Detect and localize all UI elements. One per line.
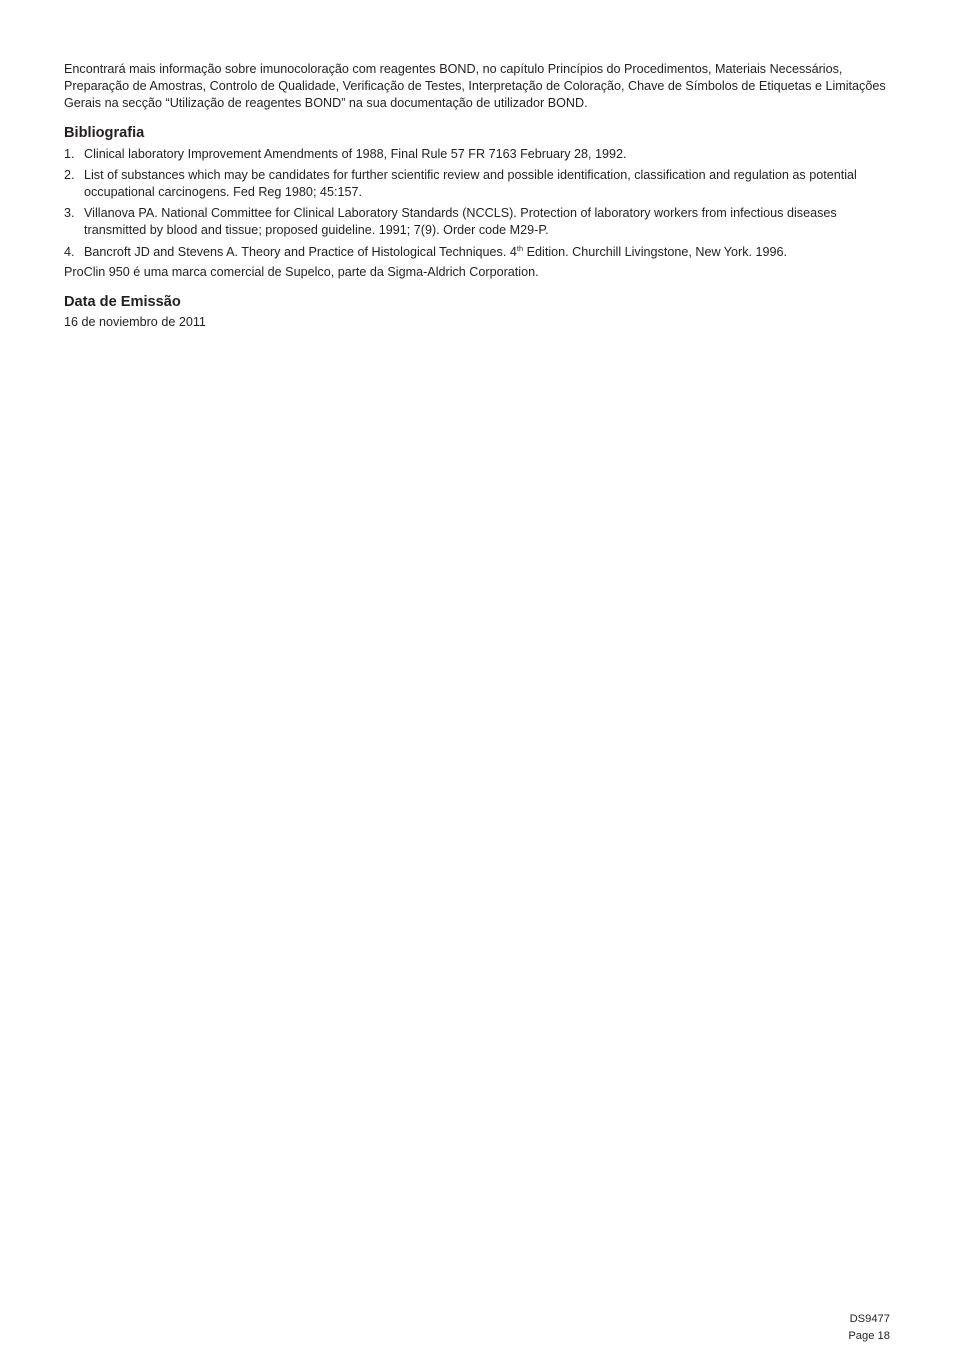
- document-code: DS9477: [849, 1313, 890, 1325]
- reference-text: Clinical laboratory Improvement Amendments of 1988, Final Rule 57 FR 7163 February 28, 1992.: [84, 146, 627, 161]
- reference-number: 1.: [64, 146, 75, 161]
- reference-list: [64, 146, 890, 261]
- intro-paragraph: Encontrará mais informação sobre imunocoloração com reagentes BOND, no capítulo Princípios do Procedimentos, Materiais Necessários, Preparação de Amostras, Controlo de Qualidade, Verificação de Testes, Interpretação de Coloração, Chave de Símbolos de Etiquetas e Limitações Gerais na secção “Utilização de reagentes BOND” na sua documentação de utilizador BOND.: [64, 62, 886, 111]
- page-number: Page 18: [848, 1330, 890, 1342]
- reference-text-main: Bancroft JD and Stevens A. Theory and Practice of Histological Techniques. 4: [84, 244, 517, 259]
- reference-number: 3.: [64, 206, 75, 221]
- reference-text-tail: Edition. Churchill Livingstone, New York. 1996.: [523, 244, 788, 259]
- edition-superscript: th: [516, 243, 524, 253]
- reference-number: 2.: [64, 167, 75, 182]
- reference-text: [84, 244, 890, 261]
- reference-item: [64, 244, 890, 261]
- issue-date: 16 de noviembro de 2011: [64, 315, 206, 330]
- bibliography-heading: Bibliografia: [64, 124, 145, 141]
- reference-item: [64, 205, 890, 239]
- reference-text: List of substances which may be candidates for further scientific review and possible identification, classification and regulation as potential occupational carcinogens. Fed Reg 1980; 45:157.: [84, 167, 857, 200]
- document-body: [64, 61, 890, 331]
- reference-number: 4.: [64, 244, 75, 259]
- reference-item: [64, 167, 890, 201]
- trademark-note: ProClin 950 é uma marca comercial de Supelco, parte da Sigma-Aldrich Corporation.: [64, 264, 539, 279]
- issue-date-heading: Data de Emissão: [64, 294, 181, 311]
- page-footer: [848, 1311, 890, 1345]
- reference-item: [64, 146, 890, 163]
- reference-text: Villanova PA. National Committee for Clinical Laboratory Standards (NCCLS). Protection of laboratory workers from infectious diseases transmitted by blood and tissue; proposed guideline. 1991; 7(9). Order code M29-P.: [84, 206, 837, 238]
